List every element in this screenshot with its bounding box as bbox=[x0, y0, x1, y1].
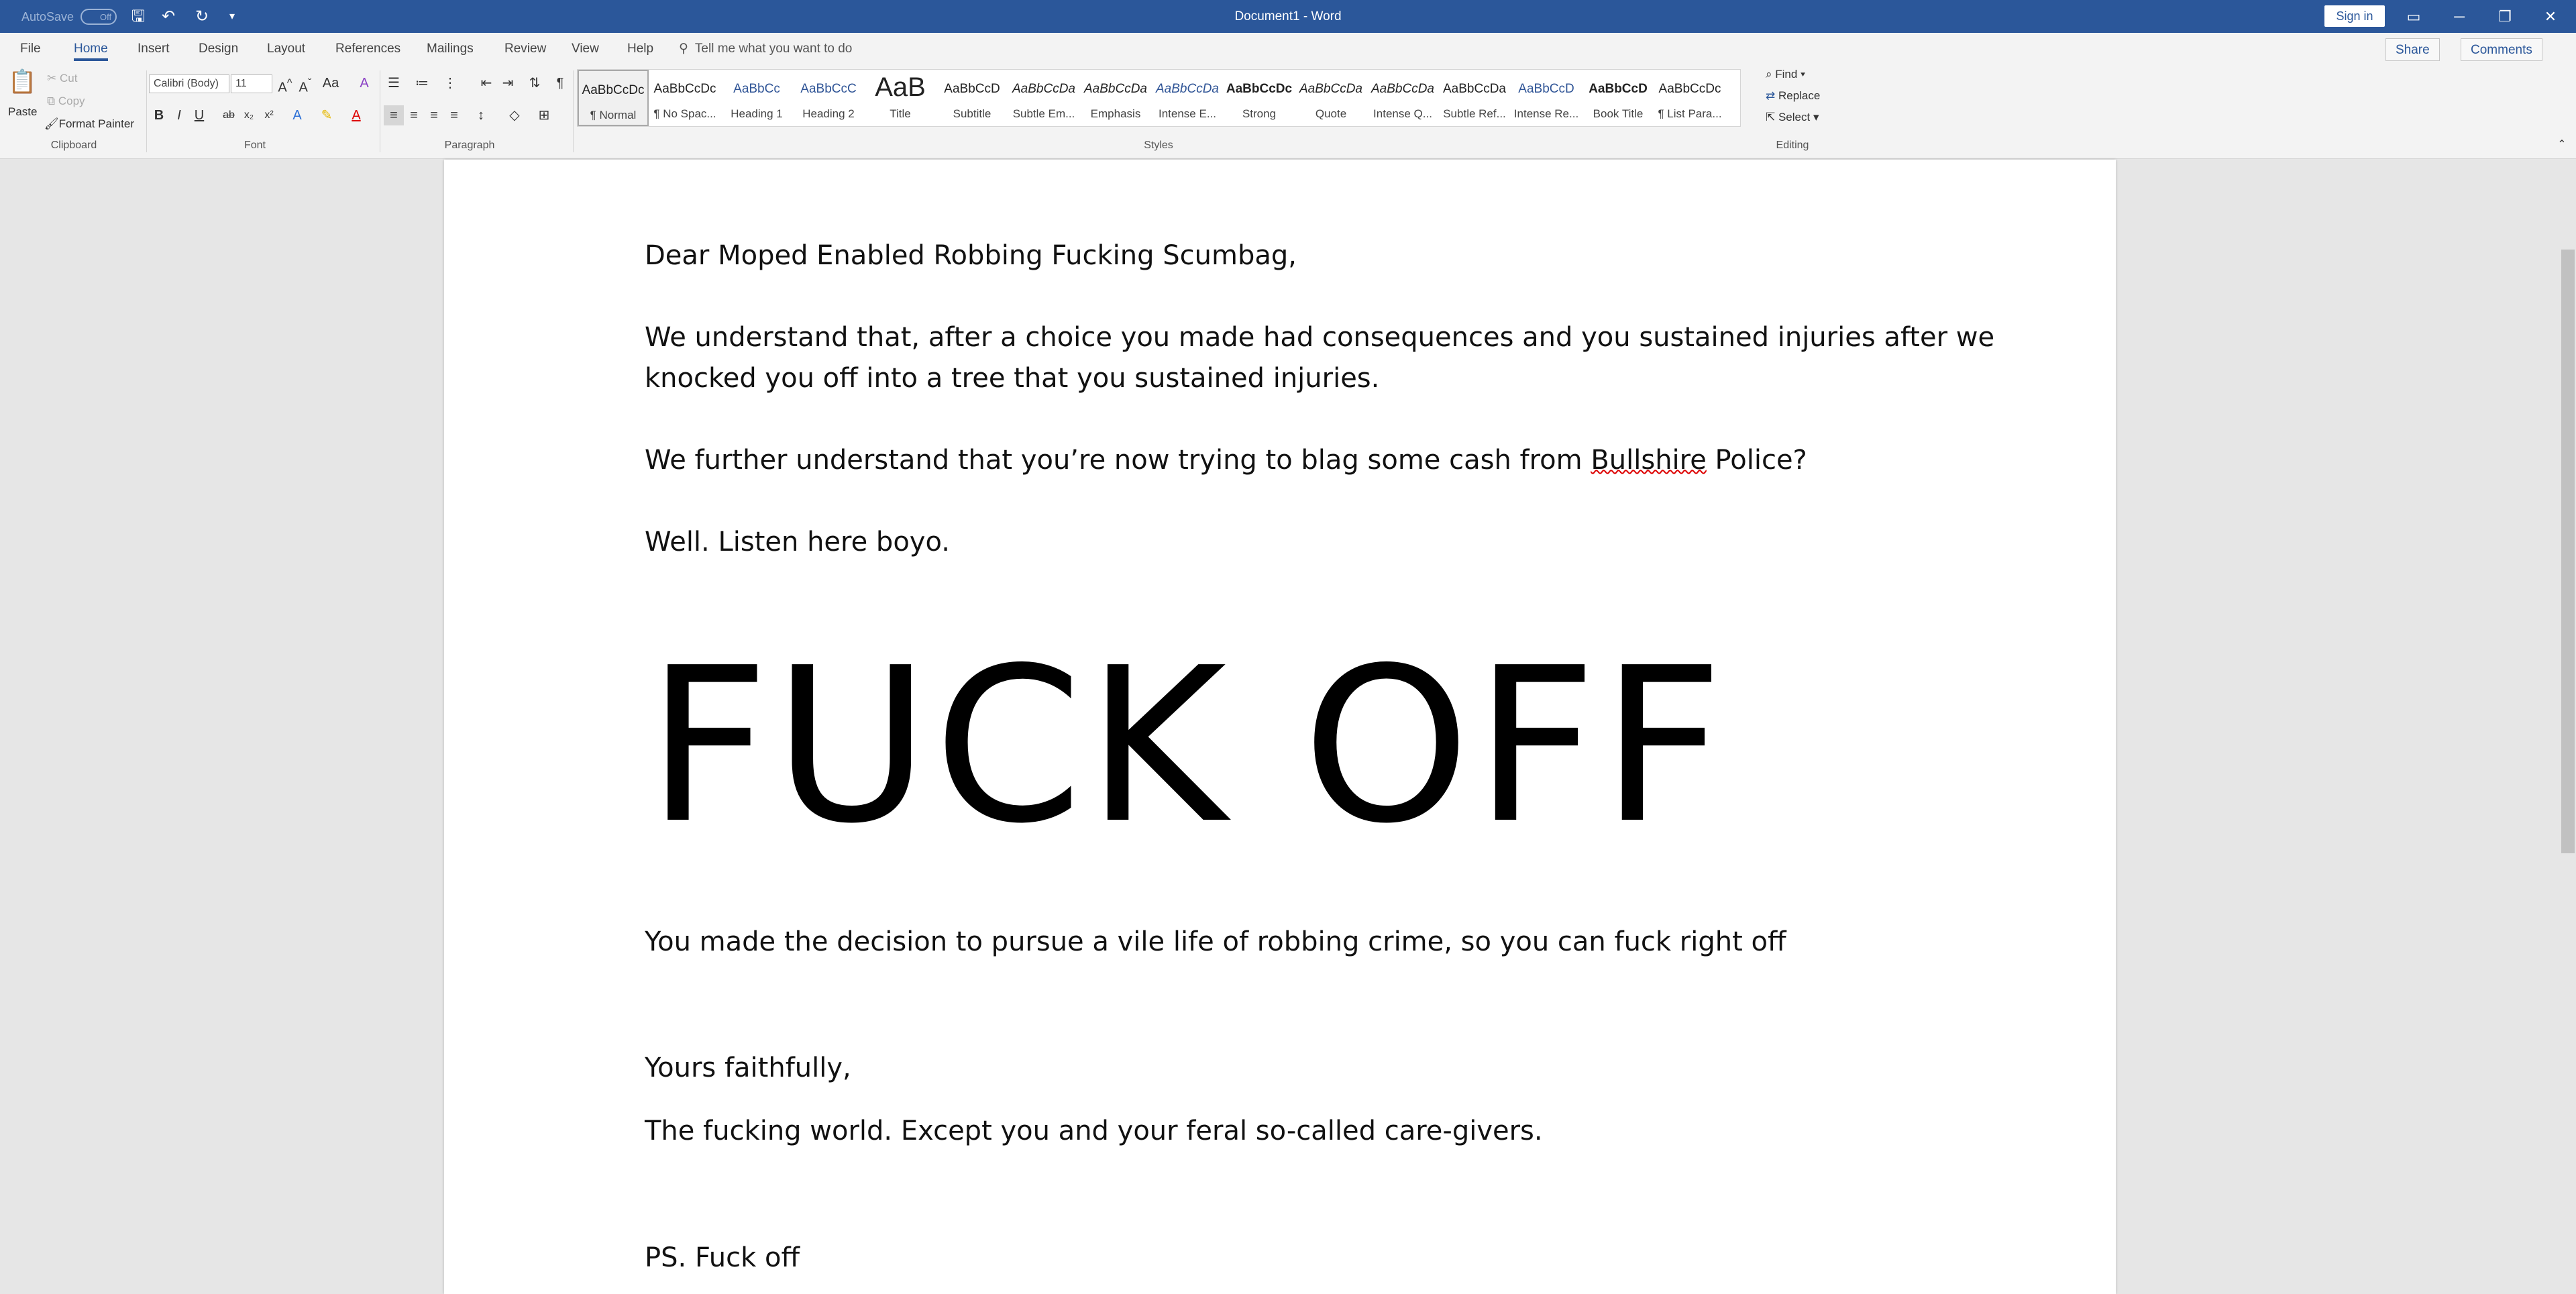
editing-group-label: Editing bbox=[1776, 140, 1809, 151]
style-name: Title bbox=[890, 107, 911, 120]
postscript: PS. Fuck off bbox=[645, 1242, 800, 1273]
style-sample: AaBbCcD bbox=[944, 82, 1000, 96]
lightbulb-icon: ⚲ bbox=[679, 42, 688, 56]
paragraph-1-line-1: We understand that, after a choice you made had consequences and you sustained injuries after we bbox=[645, 322, 1995, 353]
style-item[interactable] bbox=[1439, 70, 1510, 126]
bold-button[interactable]: B bbox=[154, 108, 164, 123]
replace-icon: ⇄ bbox=[1766, 89, 1778, 102]
tab-review[interactable]: Review bbox=[504, 42, 547, 56]
format-painter-button[interactable] bbox=[44, 117, 134, 131]
font-size-box[interactable]: 11 bbox=[231, 74, 272, 93]
style-name: ¶ No Spac... bbox=[653, 107, 716, 120]
divider bbox=[146, 70, 147, 152]
align-right-icon[interactable]: ≡ bbox=[430, 108, 438, 123]
underline-button[interactable]: U bbox=[194, 108, 205, 123]
style-sample: AaBbCcDa bbox=[1156, 82, 1219, 96]
document-page[interactable] bbox=[444, 160, 2116, 1294]
style-name: Heading 2 bbox=[802, 107, 855, 120]
borders-icon[interactable]: ⊞ bbox=[538, 108, 550, 123]
multilevel-list-icon[interactable]: ⋮ bbox=[443, 76, 457, 91]
style-name: Heading 1 bbox=[731, 107, 783, 120]
style-name: Intense Q... bbox=[1373, 107, 1432, 120]
style-item[interactable] bbox=[1080, 70, 1151, 126]
font-name-box[interactable]: Calibri (Body) bbox=[149, 74, 229, 93]
style-item[interactable] bbox=[936, 70, 1008, 126]
paragraph-4: You made the decision to pursue a vile life of robbing crime, so you can fuck right off bbox=[645, 926, 1786, 957]
cut-button[interactable] bbox=[47, 72, 77, 85]
style-item[interactable] bbox=[578, 70, 649, 126]
tab-mailings[interactable]: Mailings bbox=[427, 42, 474, 56]
save-icon[interactable]: 🖫 bbox=[131, 7, 146, 25]
style-item[interactable] bbox=[865, 70, 936, 126]
style-sample: AaBbCcDc bbox=[582, 83, 645, 97]
close-icon[interactable]: ✕ bbox=[2544, 8, 2557, 25]
brush-icon: 🖌 bbox=[44, 117, 59, 130]
style-name: Intense Re... bbox=[1513, 107, 1579, 120]
shading-icon[interactable]: ◇ bbox=[509, 108, 520, 123]
cut-label: Cut bbox=[59, 72, 78, 85]
style-sample: AaBbCcDa bbox=[1012, 82, 1075, 96]
style-sample: AaBbCcDa bbox=[1443, 82, 1506, 96]
autosave-label: AutoSave bbox=[21, 9, 74, 23]
tab-insert[interactable]: Insert bbox=[138, 42, 170, 56]
replace-button[interactable] bbox=[1766, 89, 1820, 103]
paragraph-2-end: Police? bbox=[1706, 445, 1807, 476]
style-name: Intense E... bbox=[1159, 107, 1216, 120]
style-name: Book Title bbox=[1593, 107, 1644, 120]
style-name: ¶ List Para... bbox=[1658, 107, 1722, 120]
bullets-icon[interactable]: ☰ bbox=[388, 76, 400, 91]
superscript-button[interactable]: x² bbox=[264, 109, 274, 121]
tab-references[interactable]: References bbox=[335, 42, 401, 56]
find-label: Find bbox=[1775, 68, 1798, 80]
style-item[interactable] bbox=[649, 70, 720, 126]
salutation: Dear Moped Enabled Robbing Fucking Scumbag, bbox=[645, 240, 1297, 271]
line-spacing-icon[interactable]: ↕ bbox=[478, 108, 484, 123]
autosave-toggle[interactable] bbox=[21, 6, 117, 28]
style-item[interactable] bbox=[1224, 70, 1295, 126]
tell-me-text: Tell me what you want to do bbox=[694, 42, 853, 56]
cursor-icon: ⇱ bbox=[1766, 111, 1778, 123]
style-sample: AaBbCcDc bbox=[1226, 82, 1293, 96]
style-item[interactable] bbox=[793, 70, 864, 126]
tab-view[interactable]: View bbox=[572, 42, 599, 56]
closing: Yours faithfully, bbox=[645, 1053, 851, 1083]
autosave-switch[interactable]: Off bbox=[80, 9, 117, 25]
style-sample: AaBbCcDc bbox=[653, 82, 716, 96]
scrollbar-thumb[interactable] bbox=[2561, 250, 2575, 853]
style-name: Quote bbox=[1315, 107, 1347, 120]
paragraph-group-label: Paragraph bbox=[444, 140, 495, 151]
large-heading: FUCK OFF bbox=[647, 622, 1728, 870]
select-label: Select bbox=[1778, 111, 1811, 123]
select-button[interactable]: ⇱ Select ▾ bbox=[1766, 111, 1819, 123]
minimize-icon[interactable]: ─ bbox=[2454, 8, 2465, 25]
document-title: Document1 - Word bbox=[1234, 9, 1342, 23]
style-item[interactable] bbox=[1295, 70, 1366, 126]
style-name: Strong bbox=[1242, 107, 1277, 120]
show-marks-icon[interactable]: ¶ bbox=[556, 76, 564, 91]
style-item[interactable] bbox=[1511, 70, 1582, 126]
tell-me-search[interactable] bbox=[679, 33, 852, 65]
sign-in-button[interactable]: Sign in bbox=[2324, 5, 2385, 27]
clipboard-group-label: Clipboard bbox=[50, 140, 97, 151]
increase-indent-icon[interactable]: ⇥ bbox=[502, 76, 514, 91]
customize-qat-icon[interactable]: ▾ bbox=[229, 11, 235, 22]
tab-help[interactable]: Help bbox=[627, 42, 654, 56]
redo-icon[interactable]: ↻ bbox=[195, 7, 209, 25]
tab-layout[interactable]: Layout bbox=[267, 42, 306, 56]
numbering-icon[interactable]: ≔ bbox=[415, 76, 429, 91]
style-name: Emphasis bbox=[1090, 107, 1141, 120]
replace-label: Replace bbox=[1778, 89, 1821, 102]
copy-label: Copy bbox=[58, 95, 85, 107]
paste-button[interactable]: Paste bbox=[8, 105, 38, 118]
scissors-icon: ✂ bbox=[47, 72, 60, 85]
style-sample: AaBbCcDa bbox=[1299, 82, 1362, 96]
styles-group-label: Styles bbox=[1144, 140, 1173, 151]
paste-icon[interactable]: 📋 bbox=[8, 69, 37, 95]
divider bbox=[573, 70, 574, 152]
tab-home[interactable]: Home bbox=[74, 33, 108, 65]
clear-formatting-icon[interactable]: A bbox=[360, 76, 369, 91]
style-name: Subtle Ref... bbox=[1443, 107, 1506, 120]
justify-icon[interactable]: ≡ bbox=[450, 108, 458, 123]
format-painter-label: Format Painter bbox=[58, 117, 135, 130]
search-icon: ⌕ bbox=[1766, 68, 1776, 80]
style-item[interactable] bbox=[1367, 70, 1438, 126]
style-sample: AaB bbox=[875, 72, 926, 102]
shrink-font-icon[interactable]: $A^ˇ$ bbox=[299, 76, 312, 95]
style-sample: AaBbCcD bbox=[1589, 82, 1648, 96]
grow-font-icon[interactable]: A^ bbox=[278, 76, 292, 95]
style-item[interactable] bbox=[1654, 70, 1725, 126]
signature: The fucking world. Except you and your feral so-called care-givers. bbox=[645, 1116, 1543, 1146]
align-left-icon[interactable]: ≡ bbox=[384, 105, 404, 125]
strikethrough-button[interactable]: ab bbox=[223, 109, 235, 121]
copy-icon: ⧉ bbox=[47, 95, 58, 107]
style-name: Subtle Em... bbox=[1012, 107, 1075, 120]
style-item[interactable] bbox=[721, 70, 792, 126]
styles-gallery bbox=[577, 69, 1741, 127]
collapse-ribbon-icon[interactable]: ⌃ bbox=[2557, 139, 2567, 150]
paragraph-2 bbox=[645, 445, 1807, 476]
share-button[interactable]: Share bbox=[2385, 38, 2440, 61]
font-group-label: Font bbox=[244, 140, 266, 151]
ribbon-tabs bbox=[0, 33, 2576, 65]
tab-design[interactable]: Design bbox=[199, 42, 239, 56]
style-name: ¶ Normal bbox=[590, 109, 637, 121]
sort-icon[interactable]: ⇅ bbox=[529, 76, 541, 91]
align-center-icon[interactable]: ≡ bbox=[410, 108, 418, 123]
italic-button[interactable]: I bbox=[177, 108, 181, 123]
misspelled-word[interactable]: Bullshire bbox=[1591, 445, 1707, 476]
restore-icon[interactable]: ❐ bbox=[2498, 8, 2512, 25]
paragraph-1-line-2: knocked you off into a tree that you sustained injuries. bbox=[645, 363, 1380, 394]
paragraph-3: Well. Listen here boyo. bbox=[645, 527, 950, 557]
text-effects-icon[interactable]: A bbox=[292, 108, 302, 123]
change-case-icon[interactable]: Aa bbox=[322, 76, 339, 91]
title-bar bbox=[0, 0, 2576, 33]
style-name: Subtitle bbox=[953, 107, 991, 120]
paragraph-2-text: We further understand that you’re now trying to blag some cash from bbox=[645, 445, 1591, 476]
tab-file[interactable]: File bbox=[20, 42, 41, 56]
comments-button[interactable]: Comments bbox=[2461, 38, 2542, 61]
decrease-indent-icon[interactable]: ⇤ bbox=[480, 76, 492, 91]
undo-icon[interactable]: ↶ bbox=[161, 7, 176, 25]
style-sample: AaBbCcDa bbox=[1084, 82, 1147, 96]
ribbon-display-icon[interactable]: ▭ bbox=[2406, 8, 2421, 25]
style-sample: AaBbCc bbox=[733, 82, 780, 96]
subscript-button[interactable]: x₂ bbox=[244, 109, 254, 121]
find-button[interactable]: ⌕ Find ▾ bbox=[1766, 68, 1806, 80]
style-sample: AaBbCcDc bbox=[1658, 82, 1721, 96]
style-sample: AaBbCcD bbox=[1518, 82, 1574, 96]
font-color-icon[interactable]: A bbox=[352, 108, 361, 123]
style-item[interactable] bbox=[1582, 70, 1654, 126]
copy-button[interactable] bbox=[47, 95, 85, 108]
highlight-icon[interactable]: ✎ bbox=[321, 108, 333, 123]
style-sample: AaBbCcDa bbox=[1371, 82, 1434, 96]
style-item[interactable] bbox=[1008, 70, 1079, 126]
style-item[interactable] bbox=[1152, 70, 1223, 126]
style-sample: AaBbCcC bbox=[800, 82, 857, 96]
